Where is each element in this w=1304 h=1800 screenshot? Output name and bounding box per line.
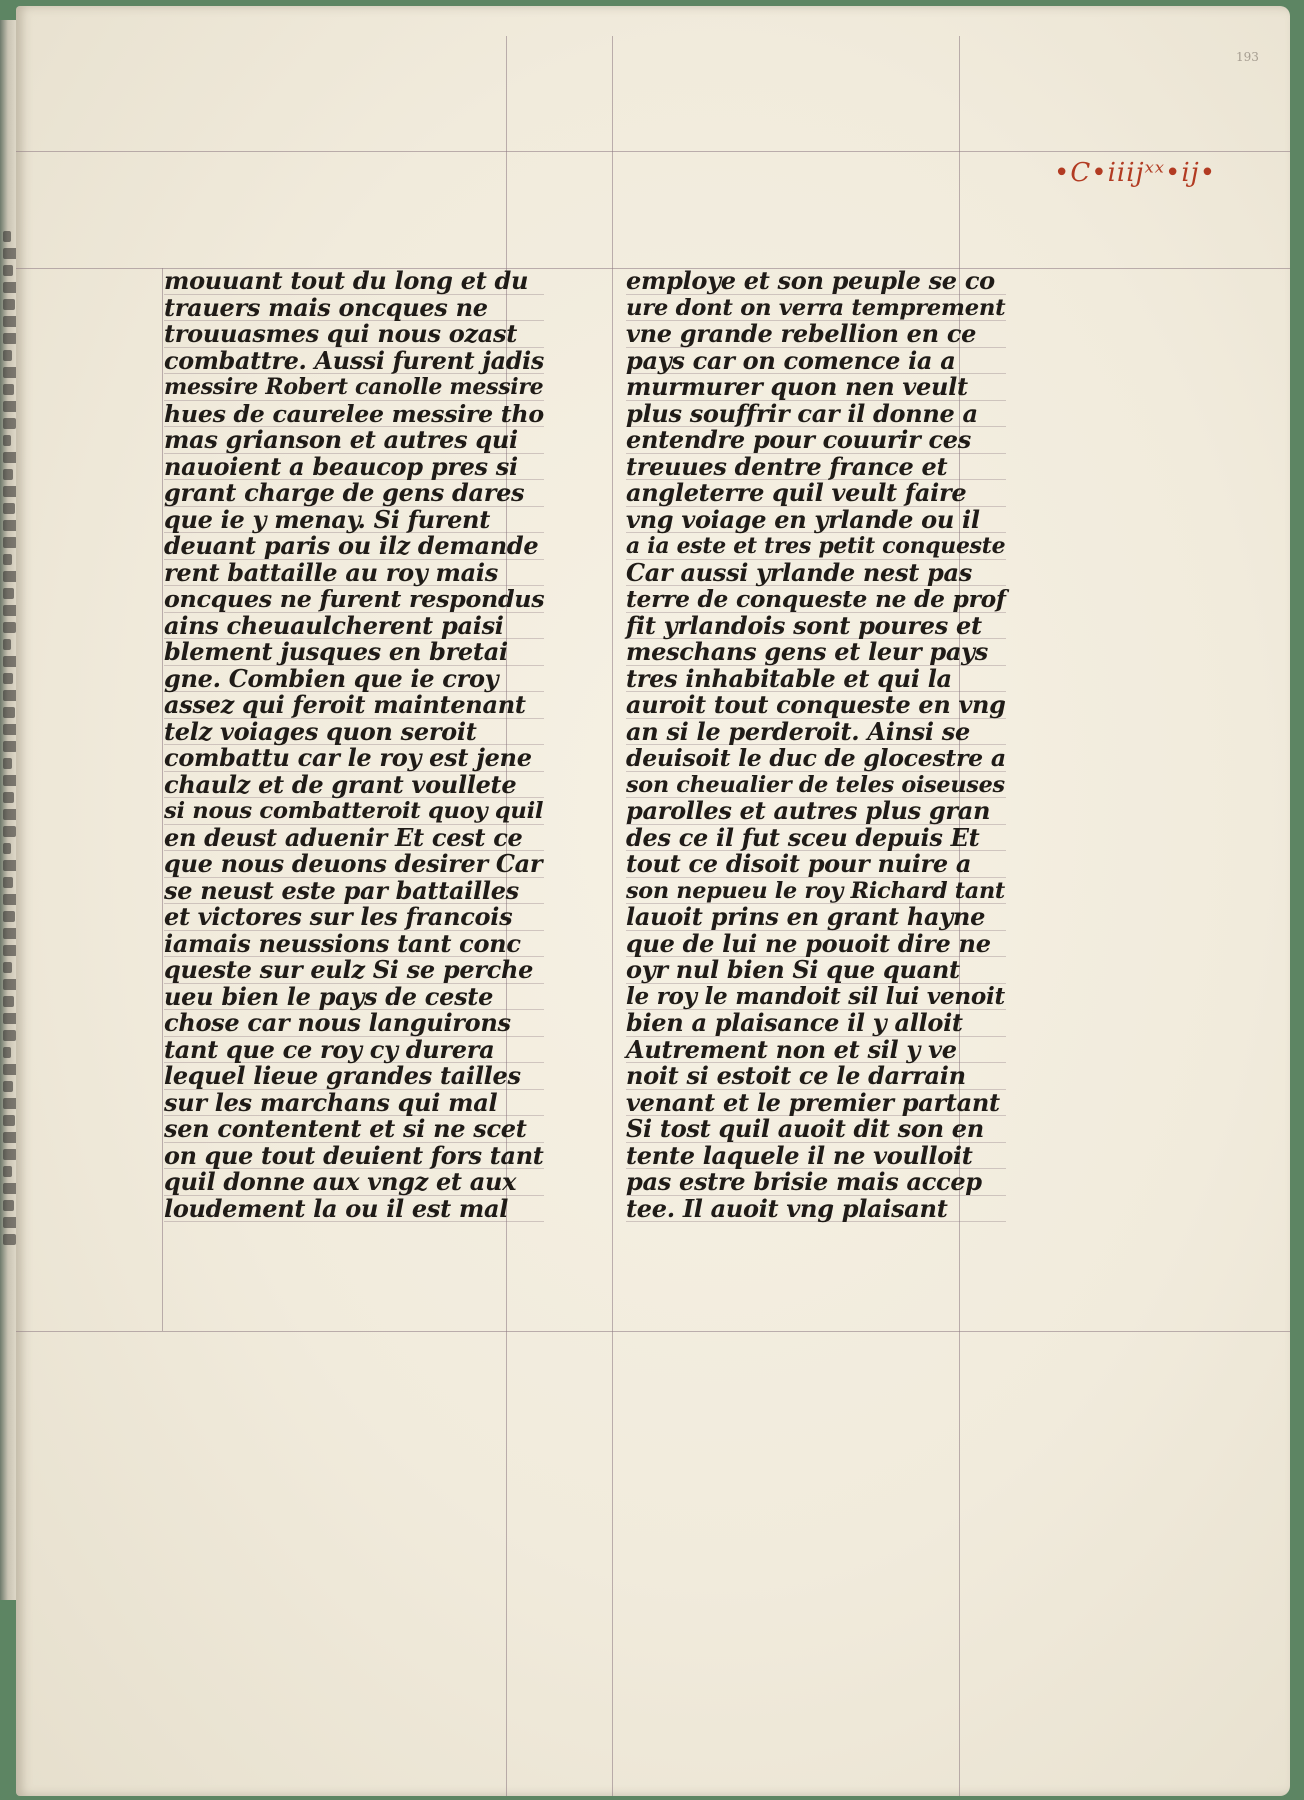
manuscript-line: loudement la ou il est mal: [164, 1196, 544, 1223]
manuscript-line: que de lui ne pouoit dire ne: [626, 931, 1006, 958]
manuscript-line: son cheualier de teles oiseuses: [626, 771, 1005, 798]
facing-page-mark: [3, 877, 13, 888]
facing-page-mark: [3, 299, 15, 310]
facing-page-mark: [3, 435, 11, 446]
facing-page-mark: [3, 1081, 13, 1092]
manuscript-line: rent battaille au roy mais: [164, 560, 544, 587]
facing-page-mark: [3, 1234, 16, 1245]
manuscript-line: ueu bien le pays de ceste: [164, 984, 544, 1011]
manuscript-line: grant charge de gens dares: [164, 480, 544, 507]
manuscript-line: se neust este par battailles: [164, 878, 544, 905]
manuscript-line: treuues dentre france et: [626, 454, 1006, 481]
manuscript-line: chaulz et de grant voullete: [164, 772, 544, 799]
facing-page-mark: [3, 996, 14, 1007]
right-text-column: [626, 268, 1006, 1222]
manuscript-line: lequel lieue grandes tailles: [164, 1063, 544, 1090]
manuscript-line: tant que ce roy cy durera: [164, 1037, 544, 1064]
manuscript-line: queste sur eulz Si se perche: [164, 957, 544, 984]
manuscript-line: murmurer quon nen veult: [626, 374, 1006, 401]
facing-page-mark: [3, 265, 13, 276]
manuscript-line: ains cheuaulcherent paisi: [164, 613, 544, 640]
manuscript-line: tee. Il auoit vng plaisant: [626, 1196, 1006, 1223]
facing-page-mark: [3, 622, 16, 633]
left-text-column: [164, 268, 544, 1222]
manuscript-line: quil donne aux vngz et aux: [164, 1169, 544, 1196]
facing-page-mark: [3, 554, 12, 565]
ruling-line-left-margin: [162, 268, 163, 1331]
facing-page-mark: [3, 945, 17, 956]
manuscript-line: Si tost quil auoit dit son en: [626, 1116, 1006, 1143]
manuscript-line: telz voiages quon seroit: [164, 719, 544, 746]
manuscript-line: messire Robert canolle messire: [164, 374, 544, 400]
chapter-rubric: •C•iiijˣˣ•ij•: [1054, 158, 1217, 188]
facing-page-mark: [3, 707, 15, 718]
facing-page-mark: [3, 792, 14, 803]
facing-page-mark: [3, 673, 13, 684]
manuscript-line: entendre pour couurir ces: [626, 427, 1006, 454]
manuscript-line: pays car on comence ia a: [626, 348, 1006, 375]
facing-page-mark: [3, 1166, 12, 1177]
manuscript-line: le roy le mandoit sil lui venoit: [626, 982, 1005, 1010]
manuscript-line: combattre. Aussi furent jadis: [164, 346, 544, 375]
manuscript-line: sur les marchans qui mal: [164, 1090, 544, 1117]
manuscript-line: Car aussi yrlande nest pas: [626, 560, 1006, 587]
folio-number: 193: [1236, 50, 1259, 64]
manuscript-line: plus souffrir car il donne a: [626, 401, 1006, 428]
manuscript-line: pas estre brisie mais accep: [626, 1169, 1006, 1196]
facing-page-mark: [3, 537, 17, 548]
facing-page-mark: [3, 384, 14, 395]
facing-page-mark: [3, 231, 11, 242]
facing-page-mark: [3, 1200, 14, 1211]
facing-page-mark: [3, 1115, 15, 1126]
facing-page-mark: [3, 962, 12, 973]
manuscript-line: sen contentent et si ne scet: [164, 1116, 544, 1143]
manuscript-line: a ia este et tres petit conqueste: [626, 533, 1006, 559]
facing-page-mark: [3, 503, 15, 514]
manuscript-line: si nous combatteroit quoy quil: [164, 798, 544, 824]
manuscript-line: tres inhabitable et qui la: [626, 666, 1006, 693]
manuscript-line: assez qui feroit maintenant: [164, 692, 544, 719]
facing-page-mark: [3, 1030, 16, 1041]
facing-page-mark: [3, 350, 12, 361]
ruling-line-top: [16, 151, 1290, 152]
manuscript-line: parolles et autres plus gran: [626, 798, 1006, 825]
manuscript-line: que ie y menay. Si furent: [164, 507, 544, 534]
manuscript-line: oncques ne furent respondus: [164, 585, 545, 613]
manuscript-line: lauoit prins en grant hayne: [626, 904, 1006, 931]
facing-page-mark: [3, 1149, 17, 1160]
manuscript-line: iamais neussions tant conc: [164, 931, 544, 958]
manuscript-line: nauoient a beaucop pres si: [164, 454, 544, 481]
manuscript-line: tout ce disoit pour nuire a: [626, 851, 1006, 878]
facing-page-mark: [3, 843, 11, 854]
manuscript-line: ure dont on verra temprement: [626, 294, 1006, 321]
facing-page-mark: [3, 911, 15, 922]
manuscript-line: deuant paris ou ilz demande: [164, 533, 544, 560]
manuscript-line: en deust aduenir Et cest ce: [164, 825, 544, 852]
ruling-line-text-bottom: [16, 1331, 1290, 1332]
facing-page-mark: [3, 333, 17, 344]
ruling-line-right-column-start: [612, 36, 613, 1796]
manuscript-line: chose car nous languirons: [164, 1010, 544, 1037]
manuscript-line: gne. Combien que ie croy: [164, 666, 544, 693]
manuscript-line: combattu car le roy est jene: [164, 745, 544, 772]
manuscript-line: Autrement non et sil y ve: [626, 1037, 1006, 1064]
manuscript-line: meschans gens et leur pays: [626, 639, 1006, 666]
manuscript-line: blement jusques en bretai: [164, 639, 544, 666]
facing-page-mark: [3, 741, 17, 752]
manuscript-line: an si le perderoit. Ainsi se: [626, 719, 1006, 746]
manuscript-line: angleterre quil veult faire: [626, 480, 1006, 507]
manuscript-line: vng voiage en yrlande ou il: [626, 507, 1006, 534]
manuscript-line: employe et son peuple se co: [626, 268, 1006, 295]
manuscript-line: fit yrlandois sont poures et: [626, 613, 1006, 640]
manuscript-line: tente laquele il ne voulloit: [626, 1143, 1006, 1170]
manuscript-line: deuisoit le duc de glocestre a: [626, 744, 1006, 772]
facing-page-mark: [3, 418, 16, 429]
manuscript-line: mas grianson et autres qui: [164, 427, 544, 454]
manuscript-line: vne grande rebellion en ce: [626, 321, 1006, 348]
manuscript-line: auroit tout conqueste en vng: [626, 691, 1006, 719]
manuscript-line: et victores sur les francois: [164, 904, 544, 931]
manuscript-line: noit si estoit ce le darrain: [626, 1063, 1006, 1090]
manuscript-line: son nepueu le roy Richard tant: [626, 877, 1005, 904]
facing-page-mark: [3, 469, 13, 480]
manuscript-line: trauers mais oncques ne: [164, 295, 544, 322]
facing-page-mark: [3, 758, 12, 769]
facing-page-mark: [3, 826, 16, 837]
manuscript-line: bien a plaisance il y alloit: [626, 1010, 1006, 1037]
facing-page-mark: [3, 588, 14, 599]
manuscript-line: mouuant tout du long et du: [164, 268, 544, 295]
facing-page-mark: [3, 1047, 11, 1058]
manuscript-line: trouuasmes qui nous ozast: [164, 321, 544, 348]
manuscript-line: on que tout deuient fors tant: [164, 1141, 544, 1170]
facing-page-mark: [3, 639, 11, 650]
manuscript-line: terre de conqueste ne de prof: [626, 585, 1006, 613]
manuscript-line: des ce il fut sceu depuis Et: [626, 825, 1006, 852]
manuscript-line: oyr nul bien Si que quant: [626, 957, 1006, 984]
manuscript-line: que nous deuons desirer Car: [164, 849, 543, 878]
manuscript-line: venant et le premier partant: [626, 1090, 1006, 1117]
manuscript-line: hues de caurelee messire tho: [164, 399, 544, 428]
